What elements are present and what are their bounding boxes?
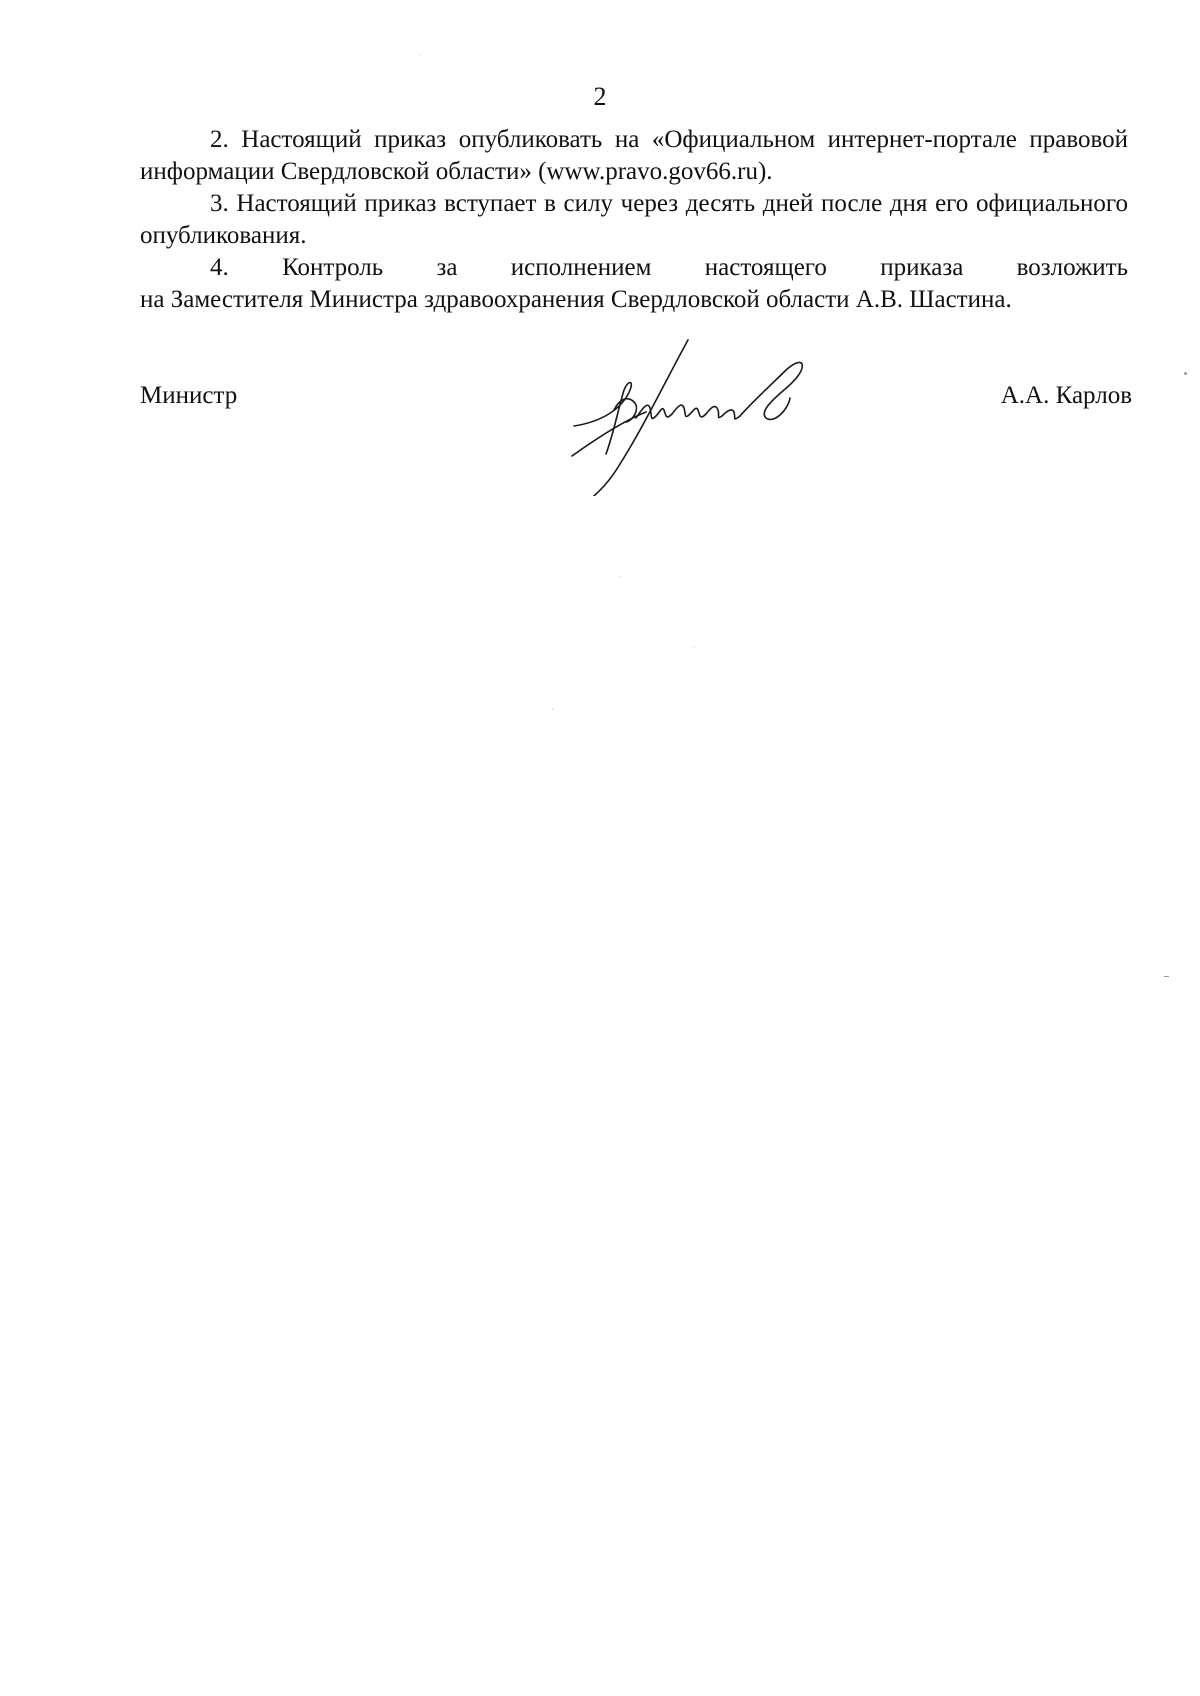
scan-speck: [620, 576, 621, 578]
signer-name: А.А. Карлов: [1000, 382, 1132, 409]
scan-speck: [1164, 976, 1169, 977]
scan-speck: [552, 708, 553, 710]
handwritten-signature: [570, 336, 850, 496]
scan-speck: [1184, 372, 1187, 375]
scan-speck: [420, 54, 421, 56]
paragraph-4-line-2: на Заместителя Министра здравоохранения Свердловской области А.В. Шастина.: [140, 286, 1012, 313]
scan-speck: [694, 646, 695, 648]
paragraph-3: 3. Настоящий приказ вступает в силу через десять дней после дня его официального опубликования.: [140, 190, 1128, 249]
signer-position: Министр: [140, 382, 238, 409]
paragraph-2: 2. Настоящий приказ опубликовать на «Официальном интернет-портале правовой информации Свердловской области» (www.pravo.gov66.ru).: [140, 126, 1128, 185]
page-number: 2: [593, 82, 607, 111]
paragraph-4: [140, 252, 1128, 316]
paragraph-4-line-1: 4. Контроль за исполнением настоящего приказа возложить: [210, 254, 1128, 281]
document-body: [140, 124, 1128, 316]
